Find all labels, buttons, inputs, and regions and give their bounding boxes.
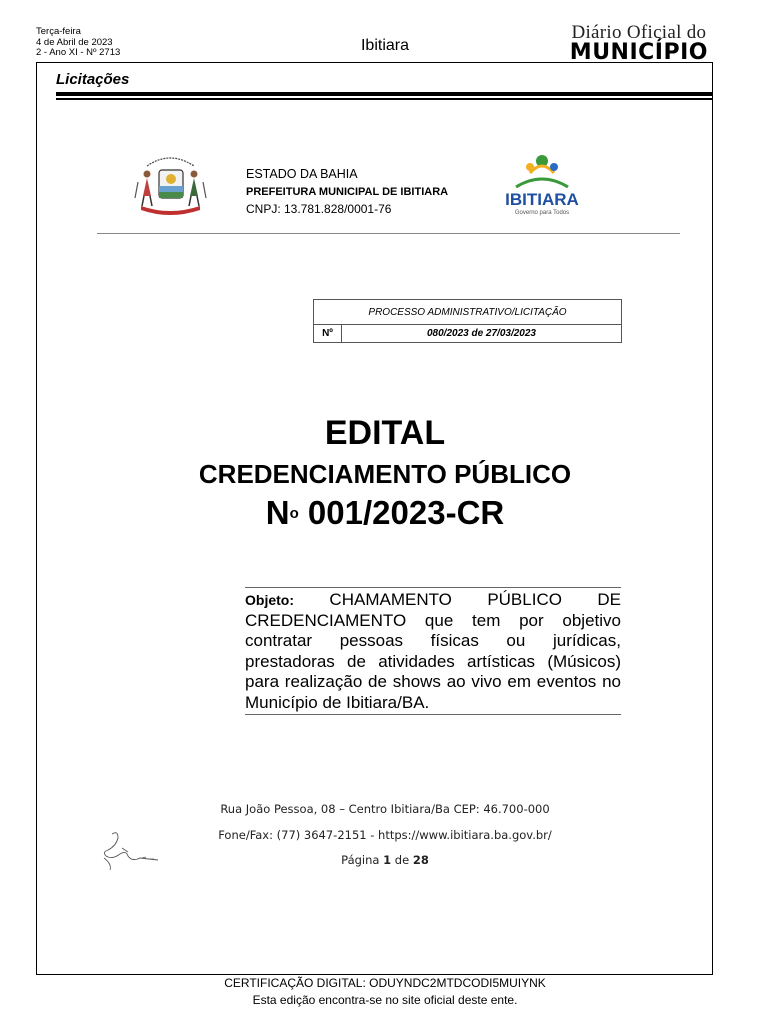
letterhead-cnpj: CNPJ: 13.781.828/0001-76: [246, 202, 392, 216]
logo-text: IBITIARA: [505, 190, 579, 209]
process-number-label: Nº: [314, 325, 342, 342]
object-label: Objeto:: [245, 592, 294, 608]
letterhead-rule: [97, 233, 680, 234]
page-middle: de: [391, 853, 413, 867]
title-number-value: 001/2023-CR: [298, 494, 505, 531]
edition-date: 4 de Abril de 2023: [36, 36, 113, 48]
process-header: PROCESSO ADMINISTRATIVO/LICITAÇÃO: [314, 300, 621, 325]
signature-icon: [98, 828, 162, 872]
letterhead-prefecture: PREFEITURA MUNICIPAL DE IBITIARA: [246, 186, 449, 198]
page-total: 28: [412, 853, 429, 867]
process-box: [313, 299, 622, 343]
section-rule-thick: [56, 92, 712, 96]
certification-code: CERTIFICAÇÃO DIGITAL: ODUYNDC2MTDCODI5MUIYNK: [224, 976, 546, 990]
letterhead-state: ESTADO DA BAHIA: [246, 167, 358, 181]
title-credenciamento: CREDENCIAMENTO PÚBLICO: [198, 459, 572, 489]
edition-weekday: Terça-feira: [36, 26, 81, 37]
page-current: 1: [383, 853, 392, 867]
coat-of-arms-icon: [133, 152, 208, 216]
section-rule-thin: [56, 98, 712, 100]
logo-tagline: Governo para Todos: [514, 210, 570, 216]
letterhead: [246, 165, 448, 218]
title-number: [0, 494, 770, 532]
object-box: [245, 587, 621, 715]
object-text: CHAMAMENTO PÚBLICO DE CREDENCIAMENTO que tem por objetivo contratar pessoas físicas ou jurídicas, prestadoras de atividades artísticas (Músicos) para realização de shows ao vivo em eventos no Município de Ibitiara/BA.: [245, 590, 621, 712]
footer-contact: Fone/Fax: (77) 3647-2151 - https://www.ibitiara.ba.gov.br/: [218, 828, 552, 842]
title-edital: EDITAL: [324, 414, 446, 452]
process-number-value: 080/2023 de 27/03/2023: [427, 328, 536, 339]
footer-address: Rua João Pessoa, 08 – Centro Ibitiara/Ba CEP: 46.700-000: [220, 802, 550, 816]
header-city: Ibitiara: [360, 37, 410, 54]
masthead-line1: Diário Oficial do: [571, 22, 707, 43]
masthead-line2: MUNICÍPIO: [569, 40, 708, 65]
edition-number: 2 - Ano XI - Nº 2713: [36, 47, 121, 58]
page-prefix: Página: [341, 853, 384, 867]
title-number-sup: o: [289, 505, 299, 522]
certification-note: Esta edição encontra-se no site oficial deste ente.: [252, 993, 518, 1007]
masthead-logo: [570, 23, 708, 64]
ibitiara-logo: [500, 153, 584, 217]
title-number-prefix: N: [265, 494, 290, 531]
section-title: Licitações: [56, 71, 130, 88]
